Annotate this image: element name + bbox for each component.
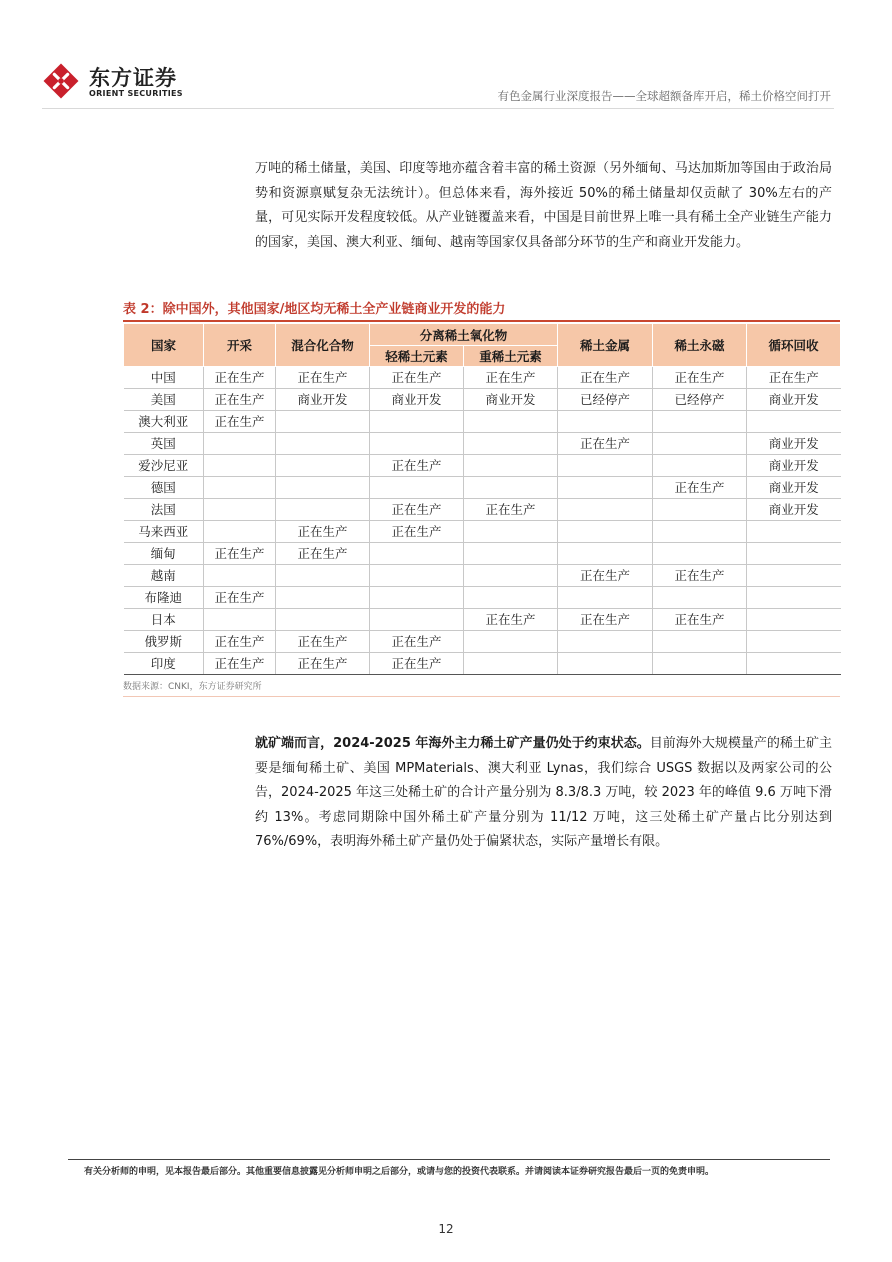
table-row [124,499,841,521]
cell-magnet: 正在生产 [653,565,747,587]
cell-metal [558,477,653,499]
table-row [124,433,841,455]
cell-light: 正在生产 [370,631,464,653]
cell-light [370,609,464,631]
cell-mining: 正在生产 [204,411,276,433]
company-logo [42,60,192,102]
cell-country: 俄罗斯 [124,631,204,653]
rare-earth-capability-table [123,323,841,675]
cell-recycle [747,609,841,631]
cell-mixed: 正在生产 [276,631,370,653]
cell-magnet: 正在生产 [653,609,747,631]
cell-recycle [747,411,841,433]
cell-light [370,543,464,565]
cell-recycle: 商业开发 [747,433,841,455]
cell-light [370,565,464,587]
header-country: 国家 [124,324,204,367]
cell-light [370,433,464,455]
cell-recycle: 商业开发 [747,477,841,499]
cell-heavy [464,477,558,499]
cell-country: 澳大利亚 [124,411,204,433]
cell-mining: 正在生产 [204,653,276,675]
cell-mining [204,521,276,543]
cell-heavy [464,411,558,433]
cell-magnet [653,433,747,455]
cell-heavy: 正在生产 [464,609,558,631]
cell-metal: 正在生产 [558,433,653,455]
cell-light: 正在生产 [370,455,464,477]
cell-metal [558,411,653,433]
table-row [124,521,841,543]
page-number: 12 [438,1222,454,1236]
cell-heavy: 正在生产 [464,367,558,389]
cell-magnet [653,455,747,477]
cell-metal [558,631,653,653]
cell-metal [558,543,653,565]
header-heavy-elements: 重稀土元素 [464,346,558,367]
mining-paragraph-body: 目前海外大规模量产的稀土矿主要是缅甸稀土矿、美国 MPMaterials、澳大利亚 Lynas，我们综合 USGS 数据以及两家公司的公告，2024-2025 年这三处稀土矿的合计产量分别为 8.3/8.3 万吨，较 2023 年的峰值 9.6 万吨下滑约 13%。考虑同期除中国外稀土矿产量分别为 11/12 万吨，这三处稀土矿产量占比分别达到 76%/69%，表明海外稀土矿产量仍处于偏紧状态，实际产量增长有限。 [255,736,832,849]
table-row [124,477,841,499]
cell-metal [558,521,653,543]
table-row [124,389,841,411]
cell-light [370,411,464,433]
cell-country: 日本 [124,609,204,631]
cell-country: 德国 [124,477,204,499]
cell-mining: 正在生产 [204,389,276,411]
table-row [124,631,841,653]
cell-light: 商业开发 [370,389,464,411]
cell-country: 法国 [124,499,204,521]
cell-mining: 正在生产 [204,631,276,653]
source-divider [123,696,840,697]
cell-metal: 正在生产 [558,565,653,587]
footer-disclaimer: 有关分析师的申明，见本报告最后部分。其他重要信息披露见分析师申明之后部分，或请与您的投资代表联系。并请阅读本证券研究报告最后一页的免责申明。 [84,1167,715,1177]
table-row [124,367,841,389]
cell-magnet [653,521,747,543]
cell-heavy [464,455,558,477]
header-recycling: 循环回收 [747,324,841,367]
cell-mining [204,565,276,587]
cell-recycle [747,565,841,587]
cell-mining: 正在生产 [204,543,276,565]
header-mixed-compounds: 混合化合物 [276,324,370,367]
cell-light: 正在生产 [370,499,464,521]
cell-recycle: 商业开发 [747,389,841,411]
cell-heavy: 商业开发 [464,389,558,411]
cell-heavy [464,587,558,609]
cell-mixed [276,455,370,477]
cell-light [370,477,464,499]
cell-mixed: 正在生产 [276,653,370,675]
report-title: 有色金属行业深度报告——全球超额备库开启，稀土价格空间打开 [497,89,831,103]
header-mining: 开采 [204,324,276,367]
cell-metal [558,587,653,609]
cell-magnet [653,587,747,609]
cell-heavy: 正在生产 [464,499,558,521]
cell-mixed [276,609,370,631]
table-row [124,587,841,609]
cell-mining [204,455,276,477]
cell-mining [204,499,276,521]
cell-heavy [464,543,558,565]
table-row [124,455,841,477]
header-divider [42,108,834,109]
cell-mixed [276,433,370,455]
orient-logo-icon [42,62,80,100]
intro-paragraph: 万吨的稀土储量，美国、印度等地亦蕴含着丰富的稀土资源（另外缅甸、马达加斯加等国由于政治局势和资源禀赋复杂无法统计）。但总体来看，海外接近 50%的稀土储量却仅贡献了 30%左右的产量，可见实际开发程度较低。从产业链覆盖来看，中国是目前世界上唯一具有稀土全产业链生产能力的国家，美国、澳大利亚、缅甸、越南等国家仅具备部分环节的生产和商业开发能力。 [255,161,832,250]
cell-country: 印度 [124,653,204,675]
cell-mixed: 正在生产 [276,543,370,565]
cell-heavy [464,565,558,587]
cell-heavy [464,521,558,543]
cell-recycle [747,543,841,565]
cell-light: 正在生产 [370,521,464,543]
cell-country: 缅甸 [124,543,204,565]
cell-country: 爱沙尼亚 [124,455,204,477]
cell-mining [204,609,276,631]
cell-mixed [276,499,370,521]
table-row [124,411,841,433]
header-separated-oxides: 分离稀土氧化物 [370,324,558,346]
cell-mixed [276,477,370,499]
cell-mixed [276,587,370,609]
header-light-elements: 轻稀土元素 [370,346,464,367]
cell-country: 英国 [124,433,204,455]
cell-light: 正在生产 [370,367,464,389]
cell-mixed [276,565,370,587]
footer-divider [68,1159,830,1160]
cell-country: 中国 [124,367,204,389]
cell-magnet [653,499,747,521]
cell-mixed [276,411,370,433]
cell-country: 美国 [124,389,204,411]
cell-recycle: 商业开发 [747,499,841,521]
cell-magnet [653,631,747,653]
cell-recycle: 正在生产 [747,367,841,389]
cell-light [370,587,464,609]
cell-recycle [747,521,841,543]
cell-mixed: 商业开发 [276,389,370,411]
mining-paragraph [255,732,832,855]
cell-country: 马来西亚 [124,521,204,543]
cell-magnet [653,411,747,433]
mining-paragraph-lead: 就矿端而言，2024-2025 年海外主力稀土矿产量仍处于约束状态。 [255,736,650,751]
cell-magnet: 正在生产 [653,367,747,389]
cell-magnet: 已经停产 [653,389,747,411]
cell-magnet: 正在生产 [653,477,747,499]
cell-light: 正在生产 [370,653,464,675]
cell-metal: 已经停产 [558,389,653,411]
logo-english-name: ORIENT SECURITIES [89,89,183,98]
cell-mixed: 正在生产 [276,521,370,543]
table-caption: 表 2：除中国外，其他国家/地区均无稀土全产业链商业开发的能力 [123,302,506,317]
table-row [124,543,841,565]
table-source: 数据来源：CNKI，东方证券研究所 [123,682,262,692]
table-row [124,565,841,587]
cell-recycle [747,587,841,609]
cell-metal: 正在生产 [558,367,653,389]
cell-metal: 正在生产 [558,609,653,631]
cell-mixed: 正在生产 [276,367,370,389]
table-row [124,609,841,631]
cell-mining: 正在生产 [204,367,276,389]
cell-recycle [747,631,841,653]
logo-chinese-name: 东方证券 [89,66,177,90]
cell-mining [204,433,276,455]
cell-heavy [464,631,558,653]
cell-recycle: 商业开发 [747,455,841,477]
header-rare-earth-metal: 稀土金属 [558,324,653,367]
cell-recycle [747,653,841,675]
cell-metal [558,653,653,675]
cell-mining: 正在生产 [204,587,276,609]
header-permanent-magnet: 稀土永磁 [653,324,747,367]
cell-magnet [653,653,747,675]
cell-magnet [653,543,747,565]
caption-divider [123,320,840,322]
cell-heavy [464,433,558,455]
cell-metal [558,499,653,521]
table-row [124,653,841,675]
cell-metal [558,455,653,477]
cell-heavy [464,653,558,675]
cell-country: 布隆迪 [124,587,204,609]
cell-country: 越南 [124,565,204,587]
cell-mining [204,477,276,499]
